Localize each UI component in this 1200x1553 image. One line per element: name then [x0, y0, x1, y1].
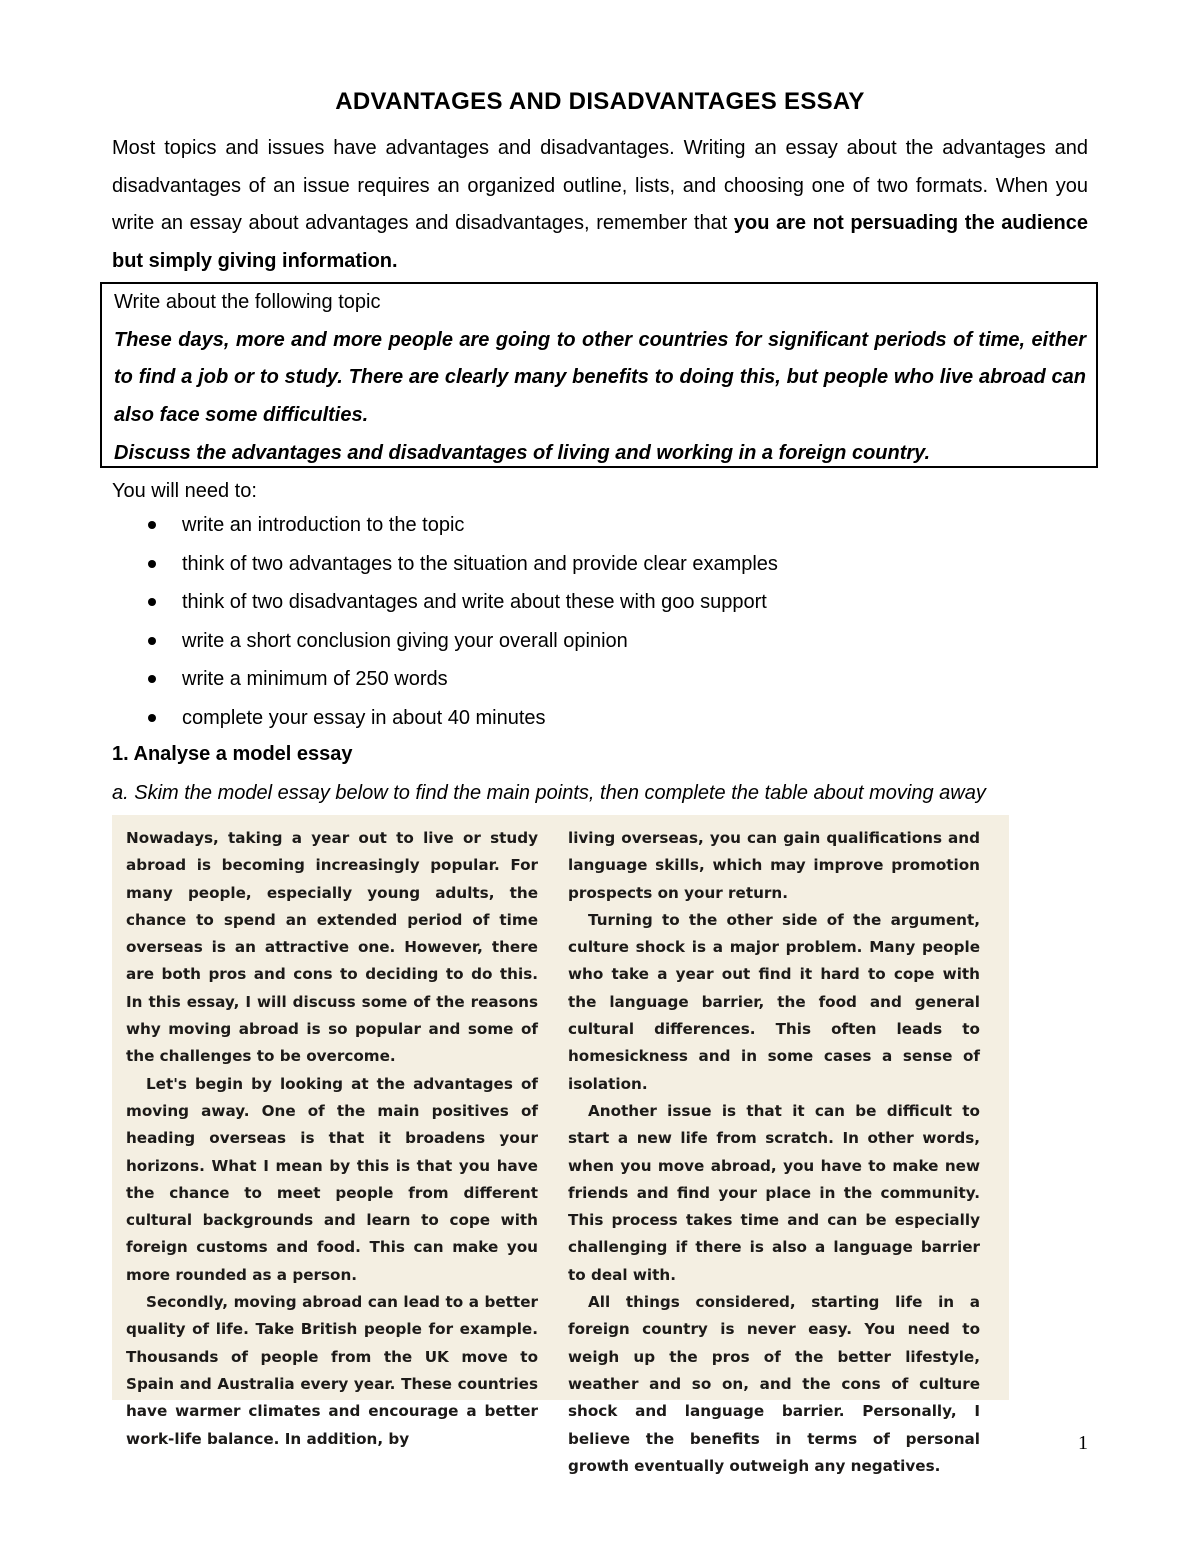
- list-item: complete your essay in about 40 minutes: [112, 699, 778, 738]
- bullet-icon: [148, 598, 156, 606]
- section-heading: 1. Analyse a model essay: [112, 743, 353, 765]
- instruction-text: a. Skim the model essay below to find the main points, then complete the table about moving away: [112, 782, 986, 804]
- essay-paragraph: All things considered, starting life in a foreign country is never easy. You need to weigh up the pros of the better lifestyle, weather and so on, and the cons of culture shock and language barrier. Personally, I believe the benefits in terms of personal growth eventually outweigh any negatives.: [568, 1293, 980, 1475]
- bullet-icon: [148, 637, 156, 645]
- topic-task: Discuss the advantages and disadvantages of living and working in a foreign country.: [114, 441, 931, 464]
- essay-paragraph: living overseas, you can gain qualifications and language skills, which may improve promotion prospects on your return.: [568, 829, 980, 902]
- topic-prompt: These days, more and more people are going to other countries for significant periods of time, either to find a job or to study. There are clearly many benefits to doing this, but people who live abroad can also face some difficulties.: [114, 328, 1086, 427]
- essay-paragraph: Nowadays, taking a year out to live or study abroad is becoming increasingly popular. For many people, especially young adults, the chance to spend an extended period of time overseas is an attractive one. However, there are both pros and cons to deciding to do this. In this essay, I will discuss some of the reasons why moving abroad is so popular and some of the challenges to be overcome.: [126, 829, 538, 1066]
- essay-paragraph: Turning to the other side of the argument, culture shock is a major problem. Many people who take a year out find it hard to cope with the language barrier, the food and general cultural differences. This often leads to homesickness and in some cases a sense of isolation.: [568, 910, 980, 1093]
- list-item: think of two advantages to the situation and provide clear examples: [112, 545, 778, 584]
- list-item: write an introduction to the topic: [112, 506, 778, 545]
- page-title: ADVANTAGES AND DISADVANTAGES ESSAY: [335, 88, 865, 115]
- requirements-list: [112, 506, 778, 738]
- bullet-icon: [148, 714, 156, 722]
- topic-box: [100, 282, 1098, 468]
- essay-column-left: [126, 825, 538, 1453]
- model-essay-scan: [112, 815, 1009, 1475]
- intro-bold-text: you are not persuading the audience but simply giving information.: [112, 212, 1088, 273]
- list-item: write a short conclusion giving your overall opinion: [112, 622, 778, 661]
- list-item: write a minimum of 250 words: [112, 660, 778, 699]
- requirements-label: You will need to:: [112, 480, 257, 502]
- essay-paragraph: Secondly, moving abroad can lead to a better quality of life. Take British people for example. Thousands of people from the UK move to Spain and Australia every year. These countries have warmer climates and encourage a better work-life balance. In addition, by: [126, 1293, 538, 1448]
- list-item: think of two disadvantages and write about these with goo support: [112, 583, 778, 622]
- essay-column-right: [568, 825, 980, 1480]
- essay-paragraph: Let's begin by looking at the advantages of moving away. One of the main positives of heading overseas is that it broadens your horizons. What I mean by this is that you have the chance to meet people from different cultural backgrounds and learn to cope with foreign customs and food. This can make you more rounded as a person.: [126, 1074, 538, 1284]
- bullet-icon: [148, 521, 156, 529]
- bullet-icon: [148, 675, 156, 683]
- page-number: 1: [1078, 1432, 1088, 1454]
- bullet-icon: [148, 560, 156, 568]
- topic-lead: Write about the following topic: [114, 291, 381, 313]
- intro-text: Most topics and issues have advantages and disadvantages. Writing an essay about the advantages and disadvantages of an issue requires an organized outline, lists, and choosing one of two formats. When you write an essay about advantages and disadvantages, remember that: [112, 137, 1088, 235]
- essay-paragraph: Another issue is that it can be difficult to start a new life from scratch. In other words, when you move abroad, you have to make new friends and find your place in the community. This process takes time and can be especially challenging if there is also a language barrier to deal with.: [568, 1101, 980, 1284]
- intro-paragraph: [112, 130, 1088, 281]
